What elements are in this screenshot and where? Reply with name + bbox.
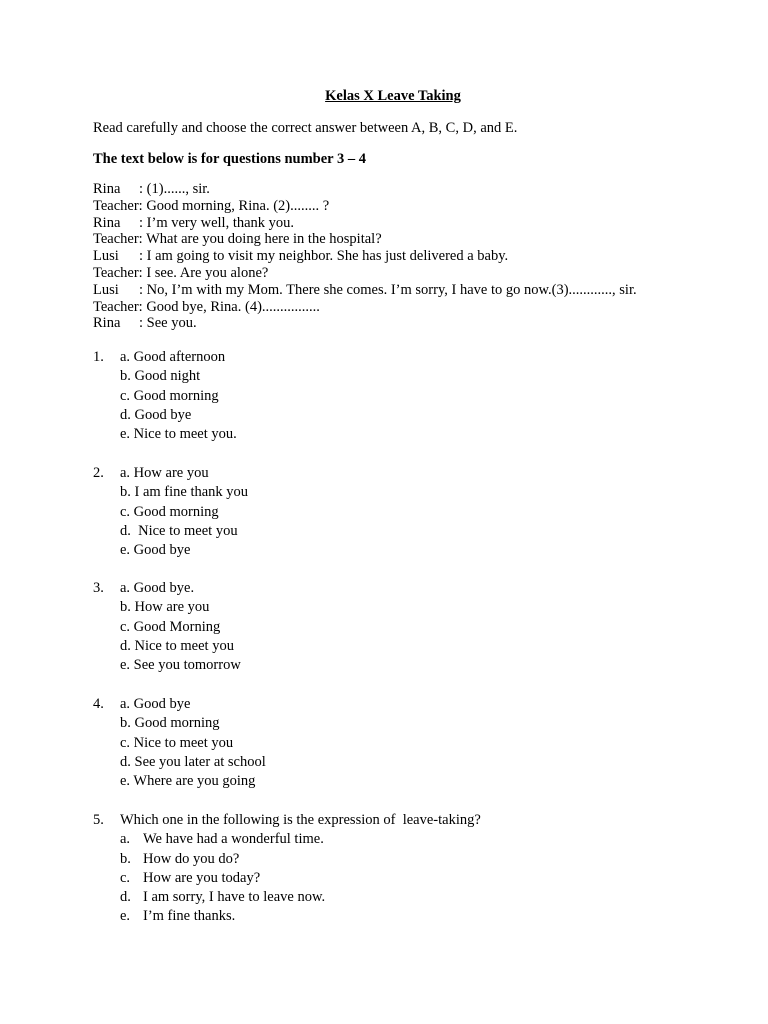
dialog-utterance: I see. Are you alone?: [146, 264, 269, 281]
speaker-name: Teacher: [93, 231, 139, 248]
option-b: b. I am fine thank you: [120, 484, 249, 501]
question-number: 3.: [93, 580, 104, 596]
option-c: [120, 869, 481, 888]
option-e: e. Nice to meet you.: [120, 426, 237, 443]
option-b: b. How are you: [120, 599, 210, 616]
speaker-name: Lusi: [93, 248, 119, 265]
speaker-separator: :: [139, 281, 147, 298]
dialog-utterance: Good bye, Rina. (4)................: [146, 298, 320, 315]
option-letter: a.: [120, 831, 131, 848]
page-title: Kelas X Leave Taking: [325, 88, 461, 104]
option-e: e. Good bye: [120, 542, 191, 559]
dialog-utterance: I am going to visit my neighbor. She has just delivered a baby.: [146, 248, 509, 265]
speaker-name: Rina: [93, 181, 121, 197]
option-d: d. See you later at school: [120, 753, 266, 770]
option-list: [120, 579, 241, 675]
dialog-line: [93, 198, 637, 215]
option-d: d. Nice to meet you: [120, 522, 238, 539]
option-c: c. Nice to meet you: [120, 734, 234, 751]
question-number: 1.: [93, 349, 104, 365]
speaker-name: Rina: [93, 315, 121, 332]
option-list: [120, 695, 266, 791]
option-b: b. Good night: [120, 368, 201, 385]
dialog-line: [93, 282, 637, 299]
option-a: a. Good bye: [120, 696, 191, 712]
speaker-name: Lusi: [93, 281, 119, 298]
speaker-name: Teacher: [93, 264, 139, 281]
option-letter: e.: [120, 908, 131, 925]
option-list: [120, 464, 248, 560]
option-b: b. Good morning: [120, 715, 220, 732]
dialog-utterance: See you.: [146, 315, 197, 332]
dialog-line: [93, 299, 637, 316]
question-number: 4.: [93, 696, 104, 712]
option-d: [120, 888, 481, 907]
question-number: 2.: [93, 465, 104, 481]
dialog-utterance: (1)......, sir.: [146, 181, 210, 197]
option-b: [120, 850, 481, 869]
dialog-line: [93, 231, 637, 248]
speaker-separator: :: [138, 264, 147, 281]
speaker-separator: :: [138, 231, 147, 248]
question-stem: Which one in the following is the expression of leave-taking?: [120, 812, 481, 828]
option-d: d. Good bye: [120, 406, 192, 423]
instructions: Read carefully and choose the correct answer between A, B, C, D, and E.: [93, 120, 518, 136]
option-c: c. Good morning: [120, 387, 219, 404]
option-list: [120, 348, 237, 444]
option-e: [120, 907, 481, 926]
option-letter: d.: [120, 889, 131, 906]
speaker-separator: :: [138, 298, 147, 315]
speaker-name: Rina: [93, 214, 121, 231]
option-letter: c.: [120, 869, 131, 886]
option-d: d. Nice to meet you: [120, 637, 234, 654]
dialog-utterance: No, I’m with my Mom. There she comes. I’m sorry, I have to go now.(3)............, sir.: [146, 281, 637, 298]
option-text: How are you today?: [143, 869, 261, 886]
dialog-utterance: What are you doing here in the hospital?: [146, 231, 382, 248]
dialog-text: [93, 181, 637, 332]
question-number: 5.: [93, 812, 104, 828]
option-a: a. Good afternoon: [120, 349, 226, 365]
speaker-name: Teacher: [93, 197, 139, 214]
option-a: a. Good bye.: [120, 580, 195, 596]
speaker-separator: :: [138, 197, 147, 214]
option-text: We have had a wonderful time.: [143, 831, 324, 848]
option-a: a. How are you: [120, 465, 209, 481]
speaker-separator: :: [139, 214, 147, 231]
dialog-line: [93, 248, 637, 265]
dialog-utterance: Good morning, Rina. (2)........ ?: [146, 197, 330, 214]
option-a: [120, 830, 481, 849]
option-e: e. Where are you going: [120, 773, 256, 790]
dialog-utterance: I’m very well, thank you.: [146, 214, 295, 231]
option-e: e. See you tomorrow: [120, 657, 241, 674]
option-c: c. Good Morning: [120, 618, 221, 635]
speaker-name: Teacher: [93, 298, 139, 315]
question-body: [120, 811, 481, 927]
dialog-line: [93, 315, 637, 332]
dialog-heading: The text below is for questions number 3 – 4: [93, 151, 366, 167]
dialog-line: [93, 265, 637, 282]
option-c: c. Good morning: [120, 503, 219, 520]
option-text: How do you do?: [143, 850, 240, 867]
speaker-separator: :: [139, 315, 147, 332]
option-letter: b.: [120, 850, 131, 867]
speaker-separator: :: [139, 248, 147, 265]
dialog-line: [93, 215, 637, 232]
option-text: I’m fine thanks.: [143, 908, 236, 925]
dialog-line: [93, 181, 637, 198]
speaker-separator: :: [139, 181, 147, 197]
option-text: I am sorry, I have to leave now.: [143, 889, 326, 906]
